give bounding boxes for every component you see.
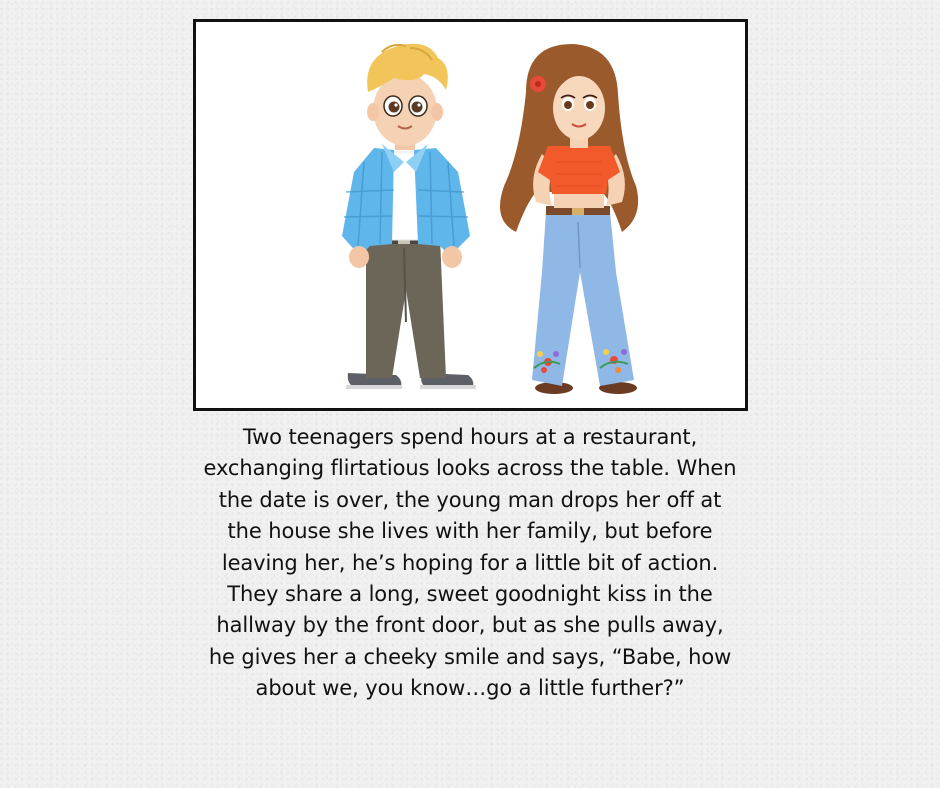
- illustration: [196, 22, 745, 408]
- caption-line: the house she lives with her family, but before: [227, 519, 713, 544]
- caption-line: hallway by the front door, but as she pulls away,: [216, 613, 724, 638]
- caption-line: he gives her a cheeky smile and says, “Babe, how: [208, 644, 732, 669]
- caption-line: exchanging flirtatious looks across the table. When: [203, 456, 737, 481]
- boy-figure: [342, 44, 476, 389]
- girl-figure: [500, 44, 638, 394]
- story-caption: [178, 422, 762, 705]
- caption-line: leaving her, he’s hoping for a little bit of action.: [221, 550, 719, 575]
- caption-line: the date is over, the young man drops her off at: [218, 487, 722, 512]
- caption-line: Two teenagers spend hours at a restaurant,: [242, 425, 698, 449]
- illustration-frame: [193, 19, 748, 411]
- caption-line: about we, you know…go a little further?”: [255, 676, 685, 701]
- caption-line: They share a long, sweet goodnight kiss in the: [227, 582, 713, 607]
